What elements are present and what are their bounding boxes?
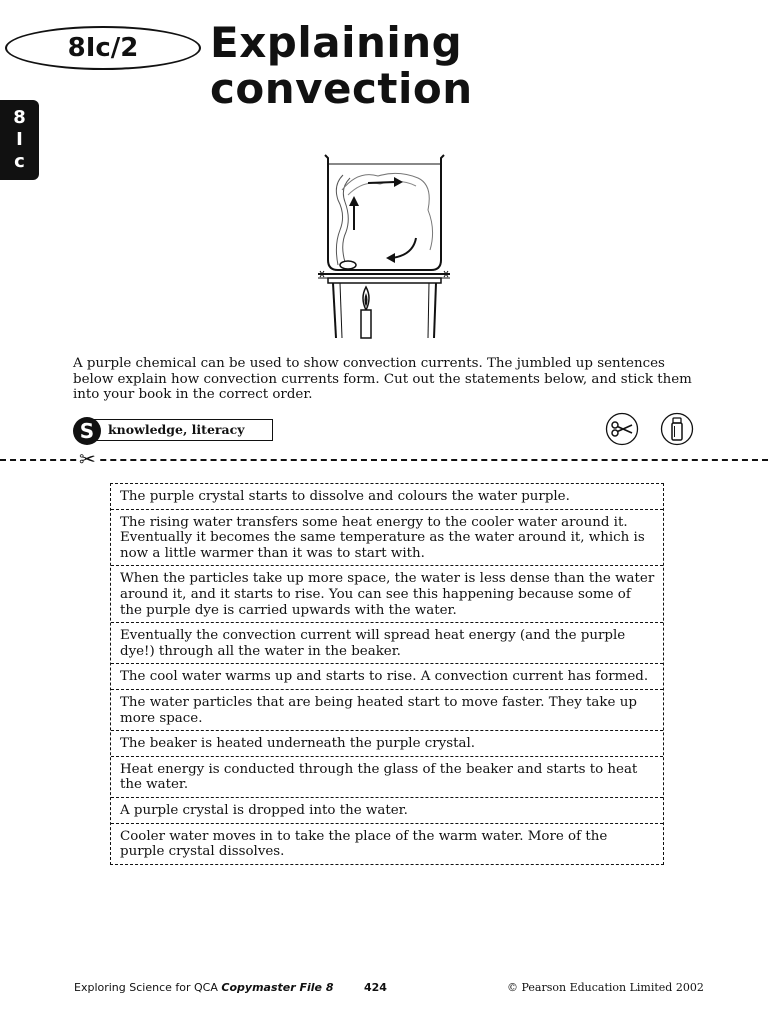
statement-card[interactable]: Heat energy is conducted through the glass of the beaker and starts to heat the water.	[111, 756, 663, 797]
side-tab-char: I	[16, 129, 23, 150]
skills-label: knowledge, literacy	[93, 419, 273, 441]
statement-card[interactable]: The water particles that are being heated start to move faster. They take up more space.	[111, 689, 663, 730]
statement-card[interactable]: The purple crystal starts to dissolve and colours the water purple.	[120, 489, 570, 504]
scissors-icon	[605, 412, 639, 446]
worksheet-code: 8Ic/2	[5, 26, 201, 70]
scissors-icon: ✂	[79, 447, 96, 471]
statement-card[interactable]: The beaker is heated underneath the purple crystal.	[111, 730, 663, 756]
intro-text: A purple chemical can be used to show convection currents. The jumbled up sentences below explain how convection currents form. Cut out the statements below, and stick them into your book in the correct order.	[73, 356, 692, 402]
page-title	[210, 20, 473, 112]
unit-side-tab	[0, 100, 39, 180]
statement-card[interactable]: A purple crystal is dropped into the water.	[111, 797, 663, 823]
statement-card[interactable]: When the particles take up more space, the water is less dense than the water around it, and it starts to rise. You can see this happening because some of the purple dye is carried upwards with the water.	[111, 565, 663, 622]
beaker-illustration	[318, 150, 453, 340]
page-number: 424	[364, 981, 387, 994]
footer-series-text: Exploring Science for QCA	[74, 981, 218, 994]
copyright: © Pearson Education Limited 2002	[507, 981, 704, 994]
statement-cards	[110, 483, 664, 865]
statement-card[interactable]: Eventually the convection current will spread heat energy (and the purple dye!) through all the water in the beaker.	[111, 622, 663, 663]
statement-card[interactable]: Cooler water moves in to take the place of the warm water. More of the purple crystal dissolves.	[111, 823, 663, 864]
statement-card[interactable]: The rising water transfers some heat energy to the cooler water around it. Eventually it becomes the same temperature as the water around it, which is now a little warmer than it was to start with.	[111, 509, 663, 566]
glue-stick-icon	[660, 412, 694, 446]
title-line-2: convection	[210, 64, 473, 113]
skills-tag	[73, 417, 261, 441]
footer-series	[74, 981, 333, 994]
side-tab-char: 8	[13, 107, 26, 128]
title-line-1: Explaining	[210, 18, 463, 67]
statement-card[interactable]: The cool water warms up and starts to rise. A convection current has formed.	[111, 663, 663, 689]
footer-series-bold: Copymaster File 8	[221, 981, 334, 994]
skills-badge: S	[73, 417, 101, 445]
cut-line	[0, 459, 768, 461]
side-tab-char: c	[14, 151, 25, 172]
